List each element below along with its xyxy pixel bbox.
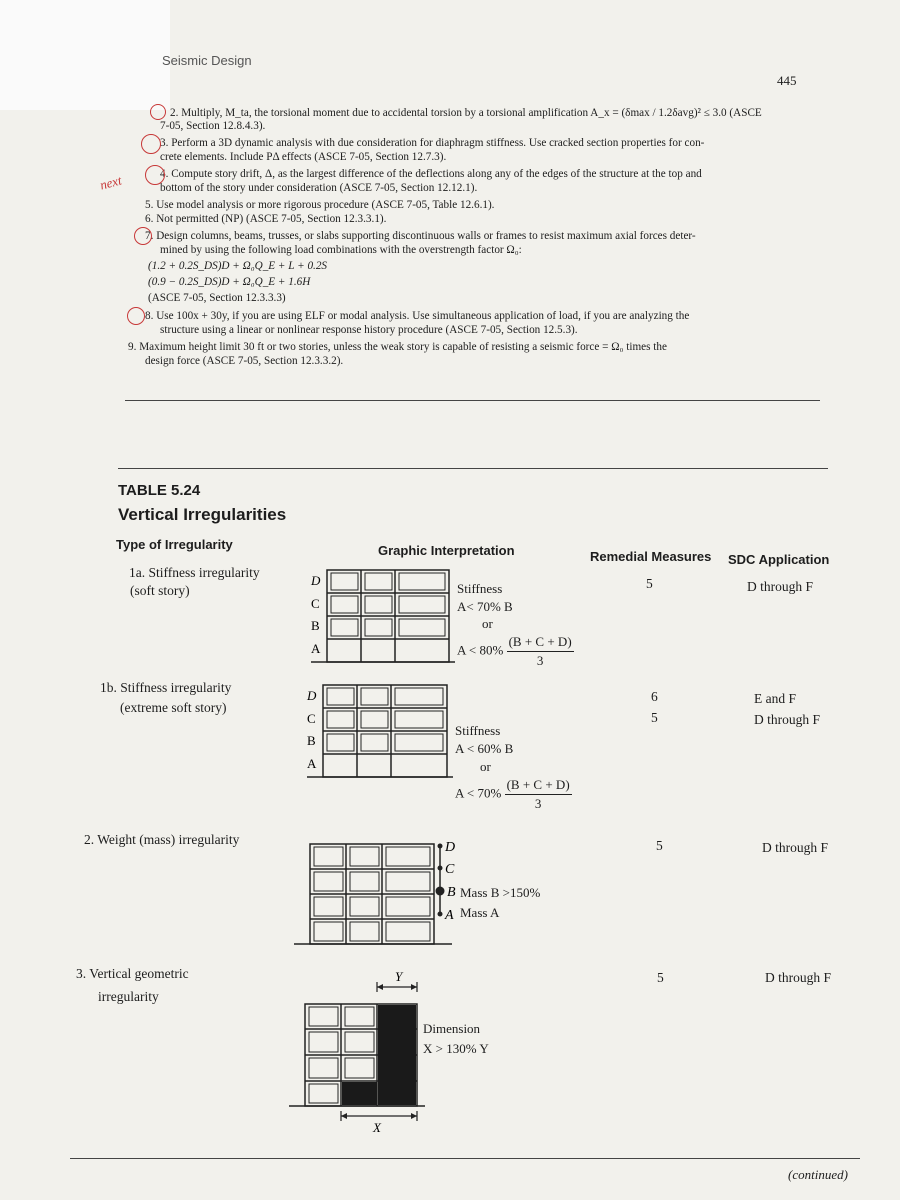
row1a-floor-b: B	[311, 618, 320, 633]
col-header-graphic: Graphic Interpretation	[378, 543, 515, 558]
row1b-floor-b: B	[307, 733, 316, 748]
pen-circle-note-7	[134, 227, 152, 245]
pen-circle-note-8	[127, 307, 145, 325]
row2-type: 2. Weight (mass) irregularity	[84, 832, 240, 847]
row3-cond-a: X > 130% Y	[423, 1041, 489, 1056]
row1a-sdc: D through F	[747, 579, 814, 594]
row2-mass-b: Mass B >150%	[460, 885, 541, 900]
row1b-or: or	[480, 759, 491, 774]
note-2-line1: 2. Multiply, M_ta, the torsional moment due to accidental torsion by a torsional amplification A_x = (δmax / 1.2δavg)² ≤ 3.0 (ASCE	[170, 107, 762, 119]
continued-label: (continued)	[788, 1167, 848, 1182]
row2-floor-d: D	[445, 840, 456, 855]
row2-mass-a: Mass A	[460, 905, 500, 920]
table-number: TABLE 5.24	[118, 482, 201, 499]
note-7-combo2: (0.9 − 0.2S_DS)D + Ω₀Q_E + 1.6H	[148, 276, 311, 288]
row3-type-sub: irregularity	[98, 989, 159, 1004]
col-header-type: Type of Irregularity	[116, 537, 233, 552]
row2-sdc: D through F	[762, 840, 829, 855]
row1a-frame-diagram	[305, 568, 455, 668]
row1a-frac-num: (B + C + D)	[507, 633, 574, 652]
row1b-cond-label: Stiffness	[455, 723, 501, 738]
row2-floor-a: A	[445, 908, 454, 923]
row1b-fraction	[505, 776, 572, 813]
note-5: 5. Use model analysis or more rigorous procedure (ASCE 7-05, Table 12.6.1).	[145, 199, 495, 211]
row1a-frac-den: 3	[536, 653, 544, 668]
row2-mass-dot-a	[438, 912, 443, 917]
note-3-line1: 3. Perform a 3D dynamic analysis with due consideration for diaphragm stiffness. Use cracked section properties for con-	[160, 137, 705, 149]
note-9-line1: 9. Maximum height limit 30 ft or two stories, unless the weak story is capable of resisting a seismic force = Ω₀ times the	[128, 341, 667, 353]
row3-solid-tower	[378, 1005, 416, 1105]
row2-floor-b: B	[447, 885, 456, 900]
row1a-type: 1a. Stiffness irregularity	[129, 565, 260, 580]
rule-bottom	[70, 1158, 860, 1159]
row1b-frac-num: (B + C + D)	[505, 776, 572, 795]
row3-remedial: 5	[657, 970, 664, 985]
row1a-remedial: 5	[646, 576, 653, 591]
row2-remedial: 5	[656, 838, 663, 853]
row3-solid-base	[342, 1082, 377, 1105]
note-7-line2: mined by using the following load combinations with the overstrength factor Ω₀:	[160, 244, 522, 256]
row1a-floor-a: A	[311, 641, 321, 656]
row1b-sdc-2: D through F	[754, 712, 821, 727]
row1b-cond-b	[455, 776, 572, 813]
handwritten-note: next	[98, 172, 124, 193]
pen-circle-note-4	[145, 165, 165, 185]
row2-floor-c: C	[445, 862, 455, 877]
col-header-sdc: SDC Application	[728, 552, 830, 567]
note-8-line2: structure using a linear or nonlinear response history procedure (ASCE 7-05, Section 12.5.3).	[160, 324, 578, 336]
note-4-line1: 4. Compute story drift, Δ, as the largest difference of the deflections along any of the edges of the structure at the top and	[160, 168, 702, 180]
rule-table	[118, 468, 828, 469]
row1a-cond-label: Stiffness	[457, 581, 503, 596]
row1b-cond-b-text: A < 70%	[455, 785, 502, 801]
row1b-sdc-1: E and F	[754, 691, 796, 706]
running-header: Seismic Design	[162, 53, 252, 68]
row1b-floor-a: A	[307, 756, 317, 771]
row1a-floor-d: D	[311, 573, 321, 588]
note-3-line2: crete elements. Include PΔ effects (ASCE 7-05, Section 12.7.3).	[160, 151, 447, 163]
back-sheet	[0, 0, 170, 110]
row3-frame-diagram	[285, 966, 425, 1138]
row1b-type: 1b. Stiffness irregularity	[100, 680, 232, 695]
row3-cond-label: Dimension	[423, 1021, 481, 1036]
row3-dim-y: Y	[395, 969, 403, 984]
row1a-cond-a: A< 70% B	[457, 599, 513, 614]
row1b-cond-a: A < 60% B	[455, 741, 514, 756]
row3-dim-x: X	[373, 1120, 381, 1135]
row3-sdc: D through F	[765, 970, 832, 985]
row1b-type-sub: (extreme soft story)	[120, 700, 227, 715]
note-6: 6. Not permitted (NP) (ASCE 7-05, Section 12.3.3.1).	[145, 213, 387, 225]
pen-circle-note-3	[141, 134, 161, 154]
row1a-or: or	[482, 616, 493, 631]
row1a-cond-b	[457, 633, 574, 670]
note-7-line1: 7. Design columns, beams, trusses, or slabs supporting discontinuous walls or frames to resist maximum axial forces deter-	[145, 230, 696, 242]
row1a-type-sub: (soft story)	[130, 583, 190, 598]
row1b-remedial-1: 6	[651, 689, 658, 704]
row2-mass-dot-d	[438, 844, 443, 849]
row1b-floor-c: C	[307, 711, 316, 726]
table-title: Vertical Irregularities	[118, 505, 287, 524]
col-header-remedial: Remedial Measures	[590, 549, 712, 564]
row1b-frac-den: 3	[534, 796, 542, 811]
row1a-fraction	[507, 633, 574, 670]
row1b-frame-diagram	[303, 683, 453, 783]
row1a-cond-b-text: A < 80%	[457, 642, 504, 658]
note-7-combo1: (1.2 + 0.2S_DS)D + Ω₀Q_E + L + 0.2S	[148, 260, 328, 272]
note-9-line2: design force (ASCE 7-05, Section 12.3.3.2).	[145, 355, 344, 367]
note-8-line1: 8. Use 100x + 30y, if you are using ELF or modal analysis. Use simultaneous application of load, if you are analyzing the	[145, 310, 690, 322]
row1b-floor-d: D	[307, 688, 317, 703]
rule-top	[125, 400, 820, 401]
note-2-line2: 7-05, Section 12.8.4.3).	[160, 120, 266, 132]
note-4-line2: bottom of the story under consideration (ASCE 7-05, Section 12.12.1).	[160, 182, 478, 194]
page-number: 445	[777, 73, 797, 88]
row3-type: 3. Vertical geometric	[76, 966, 189, 981]
pen-circle-note-2	[150, 104, 166, 120]
note-7-ref: (ASCE 7-05, Section 12.3.3.3)	[148, 292, 286, 304]
row1a-floor-c: C	[311, 596, 320, 611]
row1b-remedial-2: 5	[651, 710, 658, 725]
row2-mass-dot-c	[438, 866, 443, 871]
row2-mass-dot-b	[436, 887, 445, 896]
